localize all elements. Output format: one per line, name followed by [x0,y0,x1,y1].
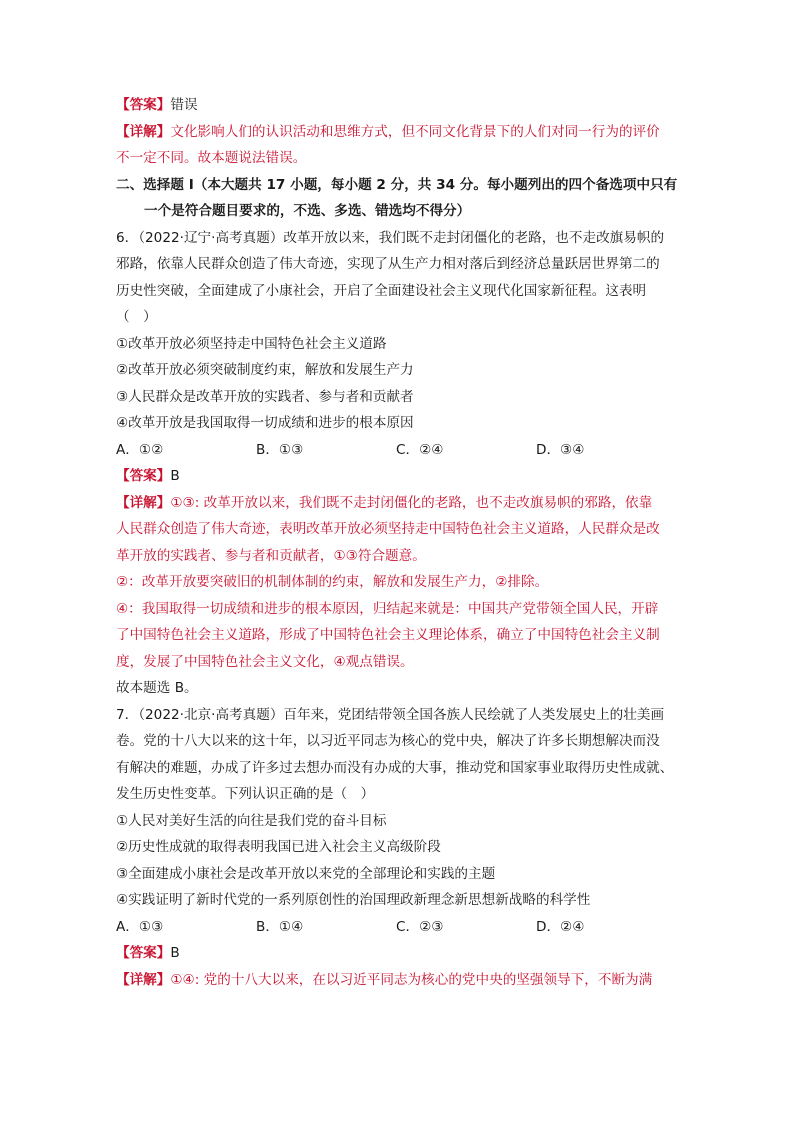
q6-option-c: C．②④ [396,441,444,458]
q7-item-2: ②历史性成就的取得表明我国已进入社会主义高级阶段 [116,839,441,855]
q7-stem-line-4: 发生历史性变革。下列认识正确的是（ ） [116,786,375,802]
q7-stem-line-2: 卷。党的十八大以来的这十年，以习近平同志为核心的党中央，解决了许多长期想解决而没 [116,733,660,749]
q7-option-b: B．①④ [256,918,304,935]
q7-answer-value: B [170,945,180,961]
q5-analysis-line-1 [116,119,682,146]
q6-option-a: A．①② [116,441,164,458]
q6-item-2: ②改革开放必须突破制度约束，解放和发展生产力 [116,362,414,378]
q7-item-3: ③全面建成小康社会是改革开放以来党的全部理论和实践的主题 [116,865,496,882]
q6-analysis-line-3: 革开放的实践者、参与者和贡献者，①③符合题意。 [116,547,426,564]
q7-option-c: C．②③ [396,918,444,935]
q6-analysis-line-6: 了中国特色社会主义道路，形成了中国特色社会主义理论体系，确立了中国特色社会主义制 [116,627,660,643]
q6-item-4: ④改革开放是我国取得一切成绩和进步的根本原因 [116,415,414,431]
analysis-tag: 【详解】 [116,971,171,988]
q6-analysis-line-7: 度，发展了中国特色社会主义文化，④观点错误。 [116,653,414,670]
q7-item-4: ④实践证明了新时代党的一系列原创性的治国理政新理念新思想新战略的科学性 [116,892,591,908]
q6-analysis-line-1 [116,490,682,517]
q6-option-b: B．①③ [256,441,304,458]
q7-option-a: A．①③ [116,918,164,935]
q6-answer-line [116,463,682,490]
answer-tag: 【答案】 [116,468,171,484]
section-title: 二、选择题 I（本大题共 17 小题，每小题 2 分，共 34 分。每小题列出的四个备选项中只有 [116,176,678,193]
q6-item-3: ③人民群众是改革开放的实践者、参与者和贡献者 [116,388,414,405]
q6-analysis-text: ①③: 改革开放以来，我们既不走封闭僵化的老路，也不走改旗易帜的邪路，依靠 [170,494,653,511]
q5-analysis-text: 文化影响人们的认识活动和思维方式，但不同文化背景下的人们对同一行为的评价 [170,123,660,140]
answer-tag: 【答案】 [116,97,171,113]
q7-item-1: ①人民对美好生活的向往是我们党的奋斗目标 [116,812,387,829]
q7-analysis-line-1 [116,967,682,994]
q7-stem-line-1: 7．（2022·北京·高考真题）百年来，党团结带领全国各族人民绘就了人类发展史上的壮美画 [116,706,665,723]
q6-conclusion: 故本题选 B。 [116,680,198,696]
q7-answer-line [116,940,682,967]
q6-stem-line-4: （ ） [116,309,157,325]
q6-options [116,437,682,464]
q7-stem-line-3: 有解决的难题，办成了许多过去想办而没有办成的大事，推动党和国家事业取得历史性成就、 [116,759,674,776]
q6-answer-value: B [170,468,180,484]
page-content [116,92,682,993]
q6-stem-line-1: 6．（2022·辽宁·高考真题）改革开放以来，我们既不走封闭僵化的老路，也不走改旗易帜的 [116,229,665,246]
q5-answer-value: 错误 [170,97,198,113]
q7-options [116,914,682,941]
q7-analysis-text: ①④: 党的十八大以来，在以习近平同志为核心的党中央的坚强领导下，不断为满 [170,971,653,988]
q6-item-1: ①改革开放必须坚持走中国特色社会主义道路 [116,335,387,352]
answer-tag: 【答案】 [116,945,171,961]
section-title-cont: 一个是符合题目要求的，不选、多选、错选均不得分） [144,203,471,219]
q7-option-d: D．②④ [536,918,585,935]
q6-stem-line-3: 历史性突破，全面建成了小康社会，开启了全面建设社会主义现代化国家新征程。这表明 [116,282,647,299]
q5-answer-line [116,92,682,119]
analysis-tag: 【详解】 [116,494,171,511]
q6-analysis-line-4: ②：改革开放要突破旧的机制体制的约束，解放和发展生产力，②排除。 [116,574,549,590]
q5-analysis-line-2: 不一定不同。故本题说法错误。 [116,150,307,166]
q6-stem-line-2: 邪路，依靠人民群众创造了伟大奇迹，实现了从生产力相对落后到经济总量跃居世界第二的 [116,256,660,272]
q6-analysis-line-5: ④：我国取得一切成绩和进步的根本原因，归结起来就是：中国共产党带领全国人民，开辟 [116,600,659,617]
analysis-tag: 【详解】 [116,123,171,140]
q6-option-d: D．③④ [536,441,585,458]
q6-analysis-line-2: 人民群众创造了伟大奇迹，表明改革开放必须坚持走中国特色社会主义道路，人民群众是改 [116,521,660,537]
